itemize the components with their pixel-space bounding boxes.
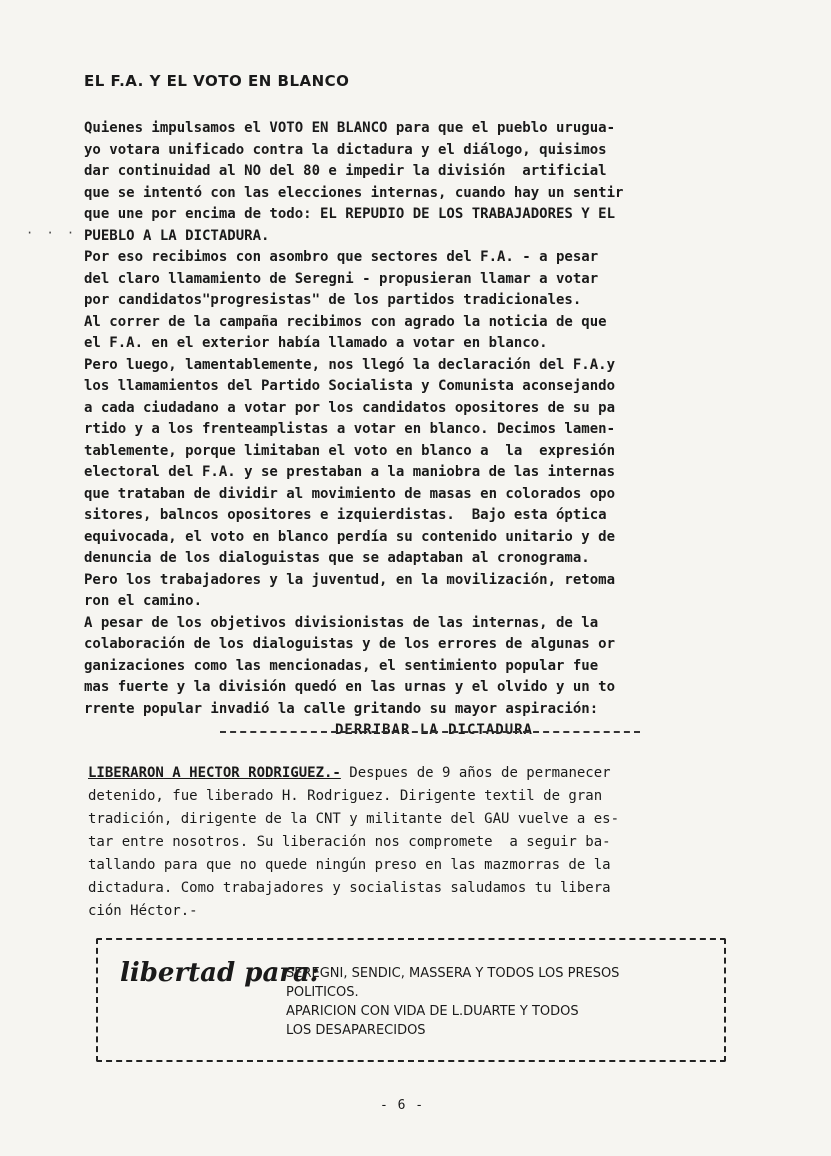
freedom-box: [96, 938, 726, 1062]
article-line: que se intentó con las elecciones internas, cuando hay un sentir: [84, 184, 624, 201]
article-line: electoral del F.A. y se prestaban a la maniobra de las internas: [84, 464, 616, 480]
article-closing-slogan: DERRIBAR LA DICTADURA: [334, 722, 533, 738]
article-line: PUEBLO A LA DICTADURA.: [84, 227, 270, 244]
article-line: del claro llamamiento de Seregni - propusieran llamar a votar: [84, 270, 599, 287]
article-line: Por eso recibimos con asombro que sectores del F.A. - a pesar: [84, 249, 599, 265]
article-line: Al correr de la campaña recibimos con agrado la noticia de que: [84, 313, 607, 330]
freedom-text: [286, 964, 716, 1040]
article-line: a cada ciudadano a votar por los candidatos opositores de su pa: [84, 399, 616, 416]
article-line: el F.A. en el exterior había llamado a votar en blanco.: [84, 335, 548, 351]
article-line: rrente popular invadió la calle gritando su mayor aspiración:: [84, 700, 599, 717]
freedom-line: POLITICOS.: [286, 985, 359, 1000]
article-line: ganizaciones como las mencionadas, el sentimiento popular fue: [84, 657, 599, 674]
article-line: Pero los trabajadores y la juventud, en la movilización, retoma: [84, 571, 616, 588]
news-line: dictadura. Como trabajadores y socialistas saludamos tu libera: [88, 880, 611, 896]
article-line: ron el camino.: [84, 593, 203, 609]
news-line: tallando para que no quede ningún preso en las mazmorras de la: [88, 857, 611, 873]
news-item: [88, 762, 788, 923]
news-line: tradición, dirigente de la CNT y militante del GAU vuelve a es-: [88, 811, 620, 827]
news-first-line-text: Despues de 9 años de permanecer: [340, 765, 611, 781]
article-line: Pero luego, lamentablemente, nos llegó la declaración del F.A.y: [84, 356, 616, 373]
article-line: rtido y a los frenteamplistas a votar en blanco. Decimos lamen-: [84, 421, 616, 437]
article-title: EL F.A. Y EL VOTO EN BLANCO: [84, 72, 350, 90]
article-line: sitores, balncos opositores e izquierdistas. Bajo esta óptica: [84, 507, 607, 523]
news-headline: LIBERARON A HECTOR RODRIGUEZ.-: [88, 765, 341, 781]
news-line: ción Héctor.-: [88, 903, 198, 919]
news-first-line: [88, 762, 788, 785]
article-line: mas fuerte y la división quedó en las urnas y el olvido y un to: [84, 679, 616, 695]
news-line: detenido, fue liberado H. Rodriguez. Dirigente textil de gran: [88, 788, 603, 804]
article-line: A pesar de los objetivos divisionistas de las internas, de la: [84, 614, 599, 631]
article-line: denuncia de los dialoguistas que se adaptaban al cronograma.: [84, 550, 590, 566]
section-divider: [220, 731, 640, 733]
freedom-heading: libertad para:: [120, 958, 320, 988]
freedom-line: SEREGNI, SENDIC, MASSERA Y TODOS LOS PRESOS: [286, 966, 620, 981]
article-line: dar continuidad al NO del 80 e impedir la división artificial: [84, 163, 607, 179]
article-line: yo votara unificado contra la dictadura y el diálogo, quisimos: [84, 141, 607, 158]
article-line: los llamamientos del Partido Socialista y Comunista aconsejando: [84, 378, 616, 394]
article-line: por candidatos"progresistas" de los partidos tradicionales.: [84, 292, 582, 308]
margin-dots: · · · ·: [26, 226, 98, 240]
page-number: - 6 -: [380, 1098, 425, 1113]
article-line: equivocada, el voto en blanco perdía su contenido unitario y de: [84, 528, 616, 545]
article-line: que trataban de dividir al movimiento de masas en colorados opo: [84, 485, 616, 502]
freedom-line: LOS DESAPARECIDOS: [286, 1023, 426, 1038]
article-line: Quienes impulsamos el VOTO EN BLANCO para que el pueblo urugua-: [84, 120, 616, 136]
freedom-line: APARICION CON VIDA DE L.DUARTE Y TODOS: [286, 1004, 579, 1019]
news-line: tar entre nosotros. Su liberación nos compromete a seguir ba-: [88, 834, 611, 850]
article-line: colaboración de los dialoguistas y de los errores de algunas or: [84, 636, 616, 652]
article-line: que une por encima de todo: EL REPUDIO DE LOS TRABAJADORES Y EL: [84, 206, 616, 222]
article-line: tablemente, porque limitaban el voto en blanco a la expresión: [84, 442, 616, 459]
article-body: [84, 118, 784, 742]
